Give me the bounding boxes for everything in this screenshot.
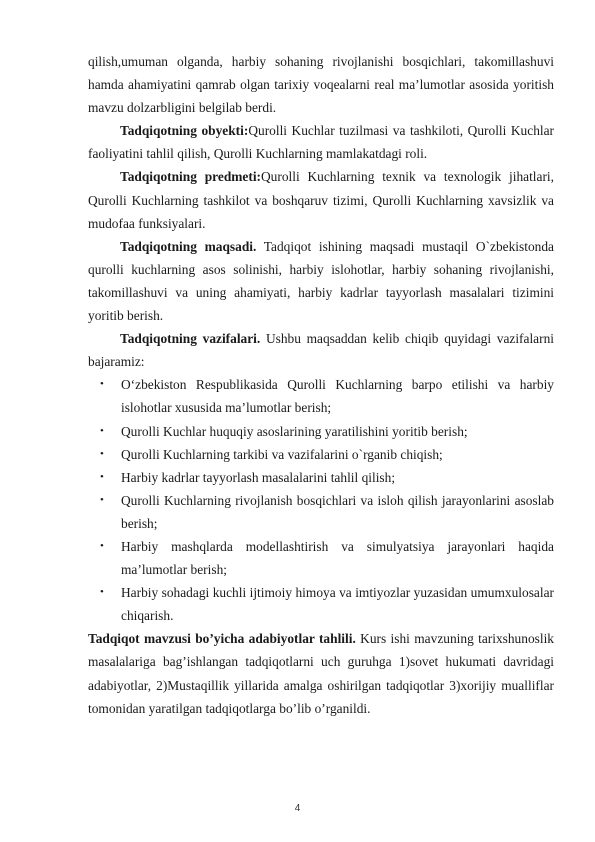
tasks-paragraph [88,327,554,373]
goal-label: Tadqiqotning maqsadi. [120,238,257,254]
object-text: Qurolli Kuchlar tuzilmasi va tashkiloti, Qurolli Kuchlar faoliyatini tahlil qilish, Qurolli Kuchlarning mamlakatdagi roli. [88,123,555,162]
document-page [88,50,554,720]
list-item: • Qurolli Kuchlarning tarkibi va vazifalarini o`rganib chiqish; [88,443,554,466]
object-paragraph [88,119,554,165]
subject-text: Qurolli Kuchlarning texnik va texnologik jihatlari, Qurolli Kuchlarning tashkilot va boshqaruv tizimi, Qurolli Kuchlarning xavsizlik va mudofaa funksiyalari. [88,169,554,231]
bullet-icon: • [100,586,104,599]
list-item: • Qurolli Kuchlarning rivojlanish bosqichlari va isloh qilish jarayonlarini asoslab berish; [88,489,554,535]
list-item: • Harbiy mashqlarda modellashtirish va simulyatsiya jarayonlari haqida ma’lumotlar berish; [88,535,554,581]
intro-paragraph: qilish,umuman olganda, harbiy sohaning rivojlanishi bosqichlari, takomillashuvi hamda ahamiyatini qamrab olgan tarixiy voqealarni real ma’lumotlar asosida yoritish mavzu dolzarbligini belgilab berdi. [88,54,554,116]
goal-text: Tadqiqot ishining maqsadi mustaqil O`zbekistonda qurolli kuchlarning asos solinishi, harbiy islohotlar, harbiy sohaning rivojlanishi, takomillashuvi va uning ahamiyati, harbiy kadrlar tayyorlash masalalari tizimini yoritib berish. [88,238,554,324]
bullet-icon: • [100,447,104,460]
list-item: • Harbiy kadrlar tayyorlash masalalarini tahlil qilish; [88,466,554,489]
bullet-icon: • [100,424,104,437]
literature-text: Kurs ishi mavzuning tarixshunoslik masalalariga bag’ishlangan tadqiqotlarni uch guruhga 1)sovet hukumati davridagi adabiyotlar, 2)Mustaqillik yillarida amalga oshirilgan tadqiqotlar 3)xorijiy mualliflar tomonidan yaratilgan tadqiqotlarga bo’lib o’rganildi. [88,631,554,716]
goal-paragraph [88,235,554,327]
subject-label: Tadqiqotning predmeti: [120,169,261,185]
tasks-text: Ushbu maqsaddan kelib chiqib quyidagi vazifalarni bajaramiz: [88,331,554,370]
literature-paragraph [88,627,554,719]
object-label: Tadqiqotning obyekti: [120,123,249,139]
list-item: • O‘zbekiston Respublikasida Qurolli Kuchlarning barpo etilishi va harbiy islohotlar xususida ma’lumotlar berish; [88,373,554,419]
subject-paragraph [88,165,554,234]
literature-label: Tadqiqot mavzusi bo’yicha adabiyotlar tahlili. [88,631,356,647]
bullet-icon: • [100,539,104,552]
bullet-icon: • [100,470,104,483]
tasks-label: Tadqiqotning vazifalari. [120,331,261,347]
tasks-list [88,373,554,627]
list-item: • Harbiy sohadagi kuchli ijtimoiy himoya va imtiyozlar yuzasidan umumxulosalar chiqarish. [88,581,554,627]
bullet-icon: • [100,378,104,391]
page-number: 4 [294,803,301,814]
bullet-icon: • [100,493,104,506]
list-item: • Qurolli Kuchlar huquqiy asoslarining yaratilishini yoritib berish; [88,420,554,443]
